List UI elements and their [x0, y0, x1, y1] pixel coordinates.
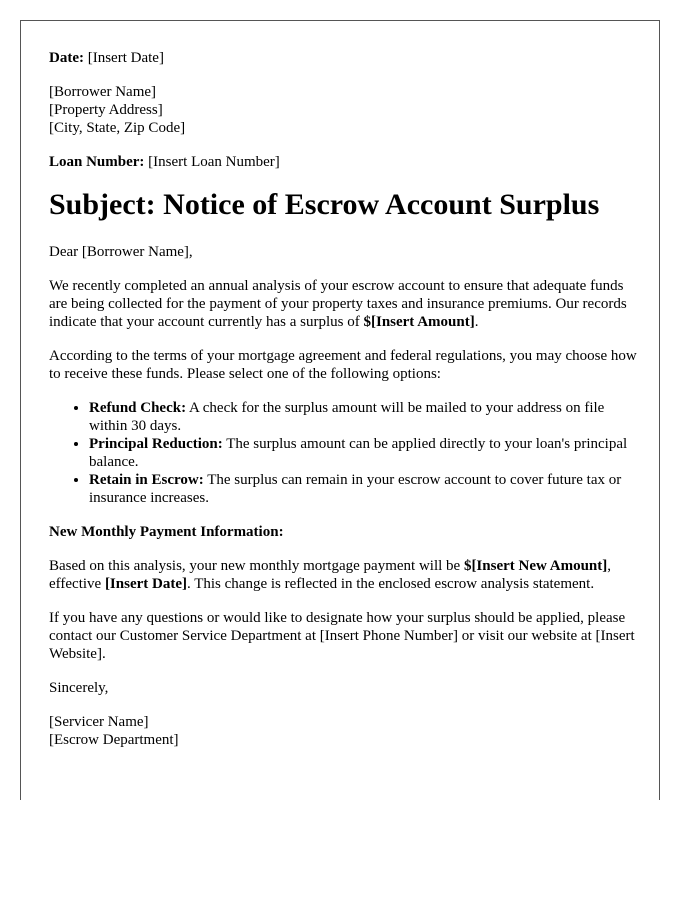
paragraph-surplus-text: We recently completed an annual analysis of your escrow account to ensure that adequate funds are being collected for the payment of your property taxes and insurance premiums. Our records indicate that your account currently has a surplus of — [49, 278, 627, 330]
paragraph-surplus-end: . — [474, 314, 479, 330]
signature-block — [49, 713, 639, 749]
letter-content — [49, 49, 639, 749]
subject-heading: Subject: Notice of Escrow Account Surplus — [49, 188, 600, 221]
paragraph-new-payment — [49, 557, 639, 593]
recipient-address — [49, 83, 639, 137]
date-value: [Insert Date] — [87, 50, 164, 66]
option-refund-check — [89, 399, 639, 435]
loan-number-value: [Insert Loan Number] — [148, 154, 280, 170]
option-text: A check for the surplus amount will be mailed to your address on file within 30 days. — [89, 400, 605, 434]
option-text: The surplus can remain in your escrow account to cover future tax or insurance increases. — [89, 472, 622, 506]
new-payment-text-end: . This change is reflected in the enclosed escrow analysis statement. — [187, 576, 595, 592]
option-label: Retain in Escrow: — [89, 472, 204, 488]
date-line — [49, 49, 639, 67]
new-payment-effective-date: [Insert Date] — [104, 576, 187, 592]
recipient-name: [Borrower Name] — [49, 84, 157, 100]
closing: Sincerely, — [49, 680, 109, 696]
options-list — [49, 399, 639, 507]
option-label: Principal Reduction: — [89, 436, 223, 452]
new-payment-amount: $[Insert New Amount] — [463, 558, 608, 574]
letter-page — [20, 20, 660, 800]
loan-number-label: Loan Number: — [49, 154, 145, 170]
new-payment-text-mid: , effective — [49, 558, 612, 592]
paragraph-contact-info: If you have any questions or would like to designate how your surplus should be applied, please contact our Customer Service Department at [Insert Phone Number] or visit our website at [Insert Website]. — [49, 610, 635, 662]
surplus-amount: $[Insert Amount] — [363, 314, 475, 330]
recipient-property-address: [Property Address] — [49, 102, 163, 118]
option-principal-reduction — [89, 435, 639, 471]
servicer-name: [Servicer Name] — [49, 714, 149, 730]
paragraph-surplus-analysis — [49, 277, 639, 331]
new-payment-text-start: Based on this analysis, your new monthly mortgage payment will be — [49, 558, 464, 574]
paragraph-options-intro: According to the terms of your mortgage agreement and federal regulations, you may choose how to receive these funds. Please select one of the following options: — [49, 348, 637, 382]
date-label: Date: — [49, 50, 84, 66]
loan-number-line — [49, 153, 639, 171]
option-label: Refund Check: — [89, 400, 187, 416]
salutation: Dear [Borrower Name], — [49, 244, 193, 260]
option-retain-in-escrow — [89, 471, 639, 507]
option-text: The surplus amount can be applied directly to your loan's principal balance. — [89, 436, 628, 470]
department-name: [Escrow Department] — [49, 732, 179, 748]
recipient-city-state-zip: [City, State, Zip Code] — [49, 120, 186, 136]
payment-info-heading: New Monthly Payment Information: — [49, 524, 284, 540]
